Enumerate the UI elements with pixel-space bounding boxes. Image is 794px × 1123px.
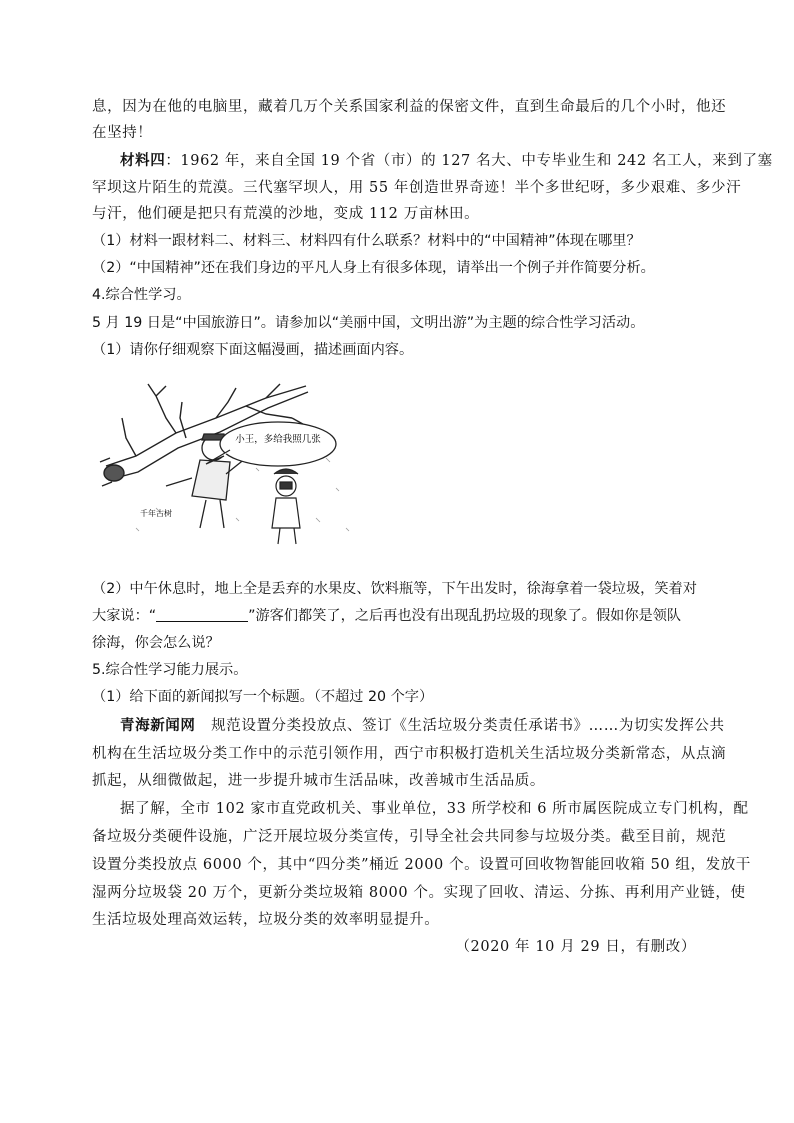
section-heading: 5.综合性学习能力展示。 xyxy=(92,662,248,678)
question-2: （2）“中国精神”还在我们身边的平凡人身上有很多体现，请举出一个例子并作简要分析。 xyxy=(92,260,655,276)
section-intro: 5 月 19 日是“中国旅游日”。请参加以“美丽中国，文明出游”为主题的综合性学习活动。 xyxy=(92,315,645,331)
tree-label: 千年古树 xyxy=(140,509,172,518)
question-text: ”游客们都笑了，之后再也没有出现乱扔垃圾的现象了。假如你是领队 xyxy=(248,608,682,624)
news-line: 湿两分垃圾袋 20 万个，更新分类垃圾箱 8000 个。实现了回收、清运、分拣、再利用产业链，使 xyxy=(92,885,746,901)
news-line: 机构在生活垃圾分类工作中的示范引领作用，西宁市积极打造机关生活垃圾分类新常态，从点滴 xyxy=(92,746,727,762)
speech-text: 小王，多给我照几张 xyxy=(235,434,321,445)
question-1: （1）请你仔细观察下面这幅漫画，描述画面内容。 xyxy=(92,342,414,358)
question-1: （1）材料一跟材料二、材料三、材料四有什么联系？材料中的“中国精神”体现在哪里？ xyxy=(92,233,641,249)
material-four-text: ：1962 年，来自全国 19 个省（市）的 127 名大、中专毕业生和 242 名工人，来到了塞 xyxy=(165,153,773,169)
question-2: （2）中午休息时，地上全是丢弃的水果皮、饮料瓶等，下午出发时，徐海拿着一袋垃圾，笑着对 xyxy=(92,581,697,597)
news-text: 规范设置分类投放点、签订《生活垃圾分类责任承诺书》……为切实发挥公共 xyxy=(211,718,725,734)
question-text: 大家说：“ xyxy=(92,608,157,624)
paragraph-line: 在坚持！ xyxy=(92,125,153,141)
news-line: 设置分类投放点 6000 个，其中“四分类”桶近 2000 个。设置可回收物智能回收箱 50 组，发放干 xyxy=(92,857,751,873)
cartoon-illustration xyxy=(96,378,366,546)
news-line: 抓起，从细微做起，进一步提升城市生活品味，改善城市生活品质。 xyxy=(92,773,545,789)
section-heading: 4.综合性学习。 xyxy=(92,287,191,303)
news-source: 青海新闻网 xyxy=(120,717,196,734)
answer-blank[interactable] xyxy=(156,607,248,622)
photographer-figure xyxy=(272,469,300,544)
news-first-line xyxy=(120,715,725,737)
question-2-line: 徐海，你会怎么说？ xyxy=(92,635,220,651)
news-line: 备垃圾分类硬件设施，广泛开展垃圾分类宣传，引导全社会共同参与垃圾分类。截至目前，规范 xyxy=(92,829,727,845)
paragraph-line: 罕坝这片陌生的荒漠。三代塞罕坝人，用 55 年创造世界奇迹！半个多世纪呀，多少艰难、多少汗 xyxy=(92,180,742,196)
news-line: 据了解，全市 102 家市直党政机关、事业单位，33 所学校和 6 所市属医院成立专门机构，配 xyxy=(120,801,749,817)
material-four-line xyxy=(120,150,773,172)
news-date: （2020 年 10 月 29 日，有删改） xyxy=(455,939,696,955)
paragraph-line: 与汗，他们硬是把只有荒漠的沙地，变成 112 万亩林田。 xyxy=(92,206,480,222)
news-line: 生活垃圾处理高效运转，垃圾分类的效率明显提升。 xyxy=(92,912,440,928)
question-2-line xyxy=(92,605,704,627)
paragraph-line: 息，因为在他的电脑里，藏着几万个关系国家利益的保密文件，直到生命最后的几个小时，他还 xyxy=(92,99,727,115)
question-1: （1）给下面的新闻拟写一个标题。（不超过 20 个字） xyxy=(92,689,434,705)
material-four-label: 材料四 xyxy=(120,152,166,169)
